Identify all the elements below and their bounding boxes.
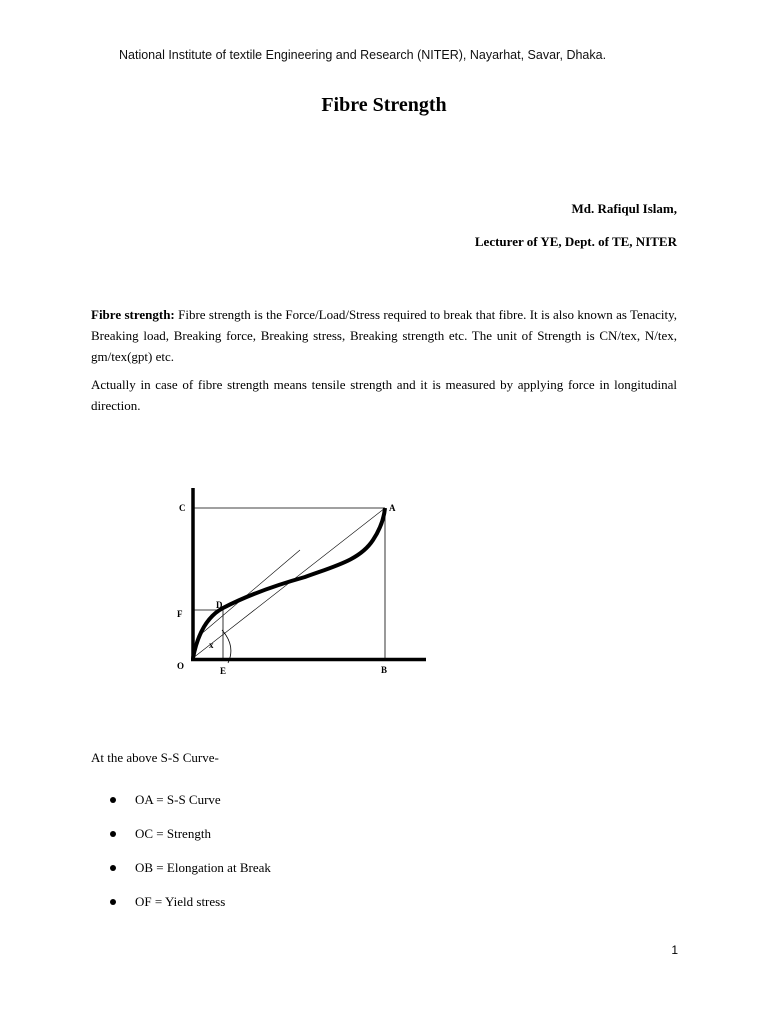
list-item-text: OC = Strength [135, 826, 211, 841]
header-institute: National Institute of textile Engineering and Research (NITER), Nayarhat, Savar, Dhaka. [119, 48, 607, 62]
label-o: O [177, 661, 185, 671]
list-item [106, 890, 271, 924]
definition-list [106, 788, 271, 924]
definition-paragraph [91, 304, 677, 367]
definition-text: Fibre strength is the Force/Load/Stress required to break that fibre. It is also known as Tenacity, Breaking load, Breaking force, Breaking stress, Breaking strength etc. The unit of Strength is CN/tex, N/tex, gm/tex(gpt) etc. [91, 307, 677, 364]
tensile-paragraph: Actually in case of fibre strength means tensile strength and it is measured by applying force in longitudinal direction. [91, 377, 677, 413]
label-a: A [389, 503, 396, 513]
document-title: Fibre Strength [321, 94, 447, 116]
stress-strain-diagram [170, 480, 440, 690]
label-e: E [220, 666, 227, 676]
tangent-line [200, 550, 300, 635]
list-item-text: OA = S-S Curve [135, 792, 221, 807]
list-item [106, 788, 271, 822]
label-f: F [177, 609, 183, 619]
label-d: D [216, 600, 223, 610]
label-x: x [209, 640, 214, 650]
label-b: B [381, 665, 388, 675]
bullet-icon [110, 797, 116, 803]
author-designation: Lecturer of YE, Dept. of TE, NITER [474, 234, 677, 249]
curve-caption: At the above S-S Curve- [91, 750, 219, 765]
author-name: Md. Rafiqul Islam, [571, 201, 677, 216]
list-item-text: OB = Elongation at Break [135, 860, 271, 875]
stress-strain-figure [170, 480, 440, 695]
bullet-icon [110, 899, 116, 905]
page-number: 1 [671, 943, 678, 957]
list-item [106, 822, 271, 856]
definition-label: Fibre strength: [91, 307, 175, 322]
bullet-icon [110, 865, 116, 871]
list-item-text: OF = Yield stress [135, 894, 226, 909]
bullet-icon [110, 831, 116, 837]
list-item [106, 856, 271, 890]
label-c: C [179, 503, 186, 513]
